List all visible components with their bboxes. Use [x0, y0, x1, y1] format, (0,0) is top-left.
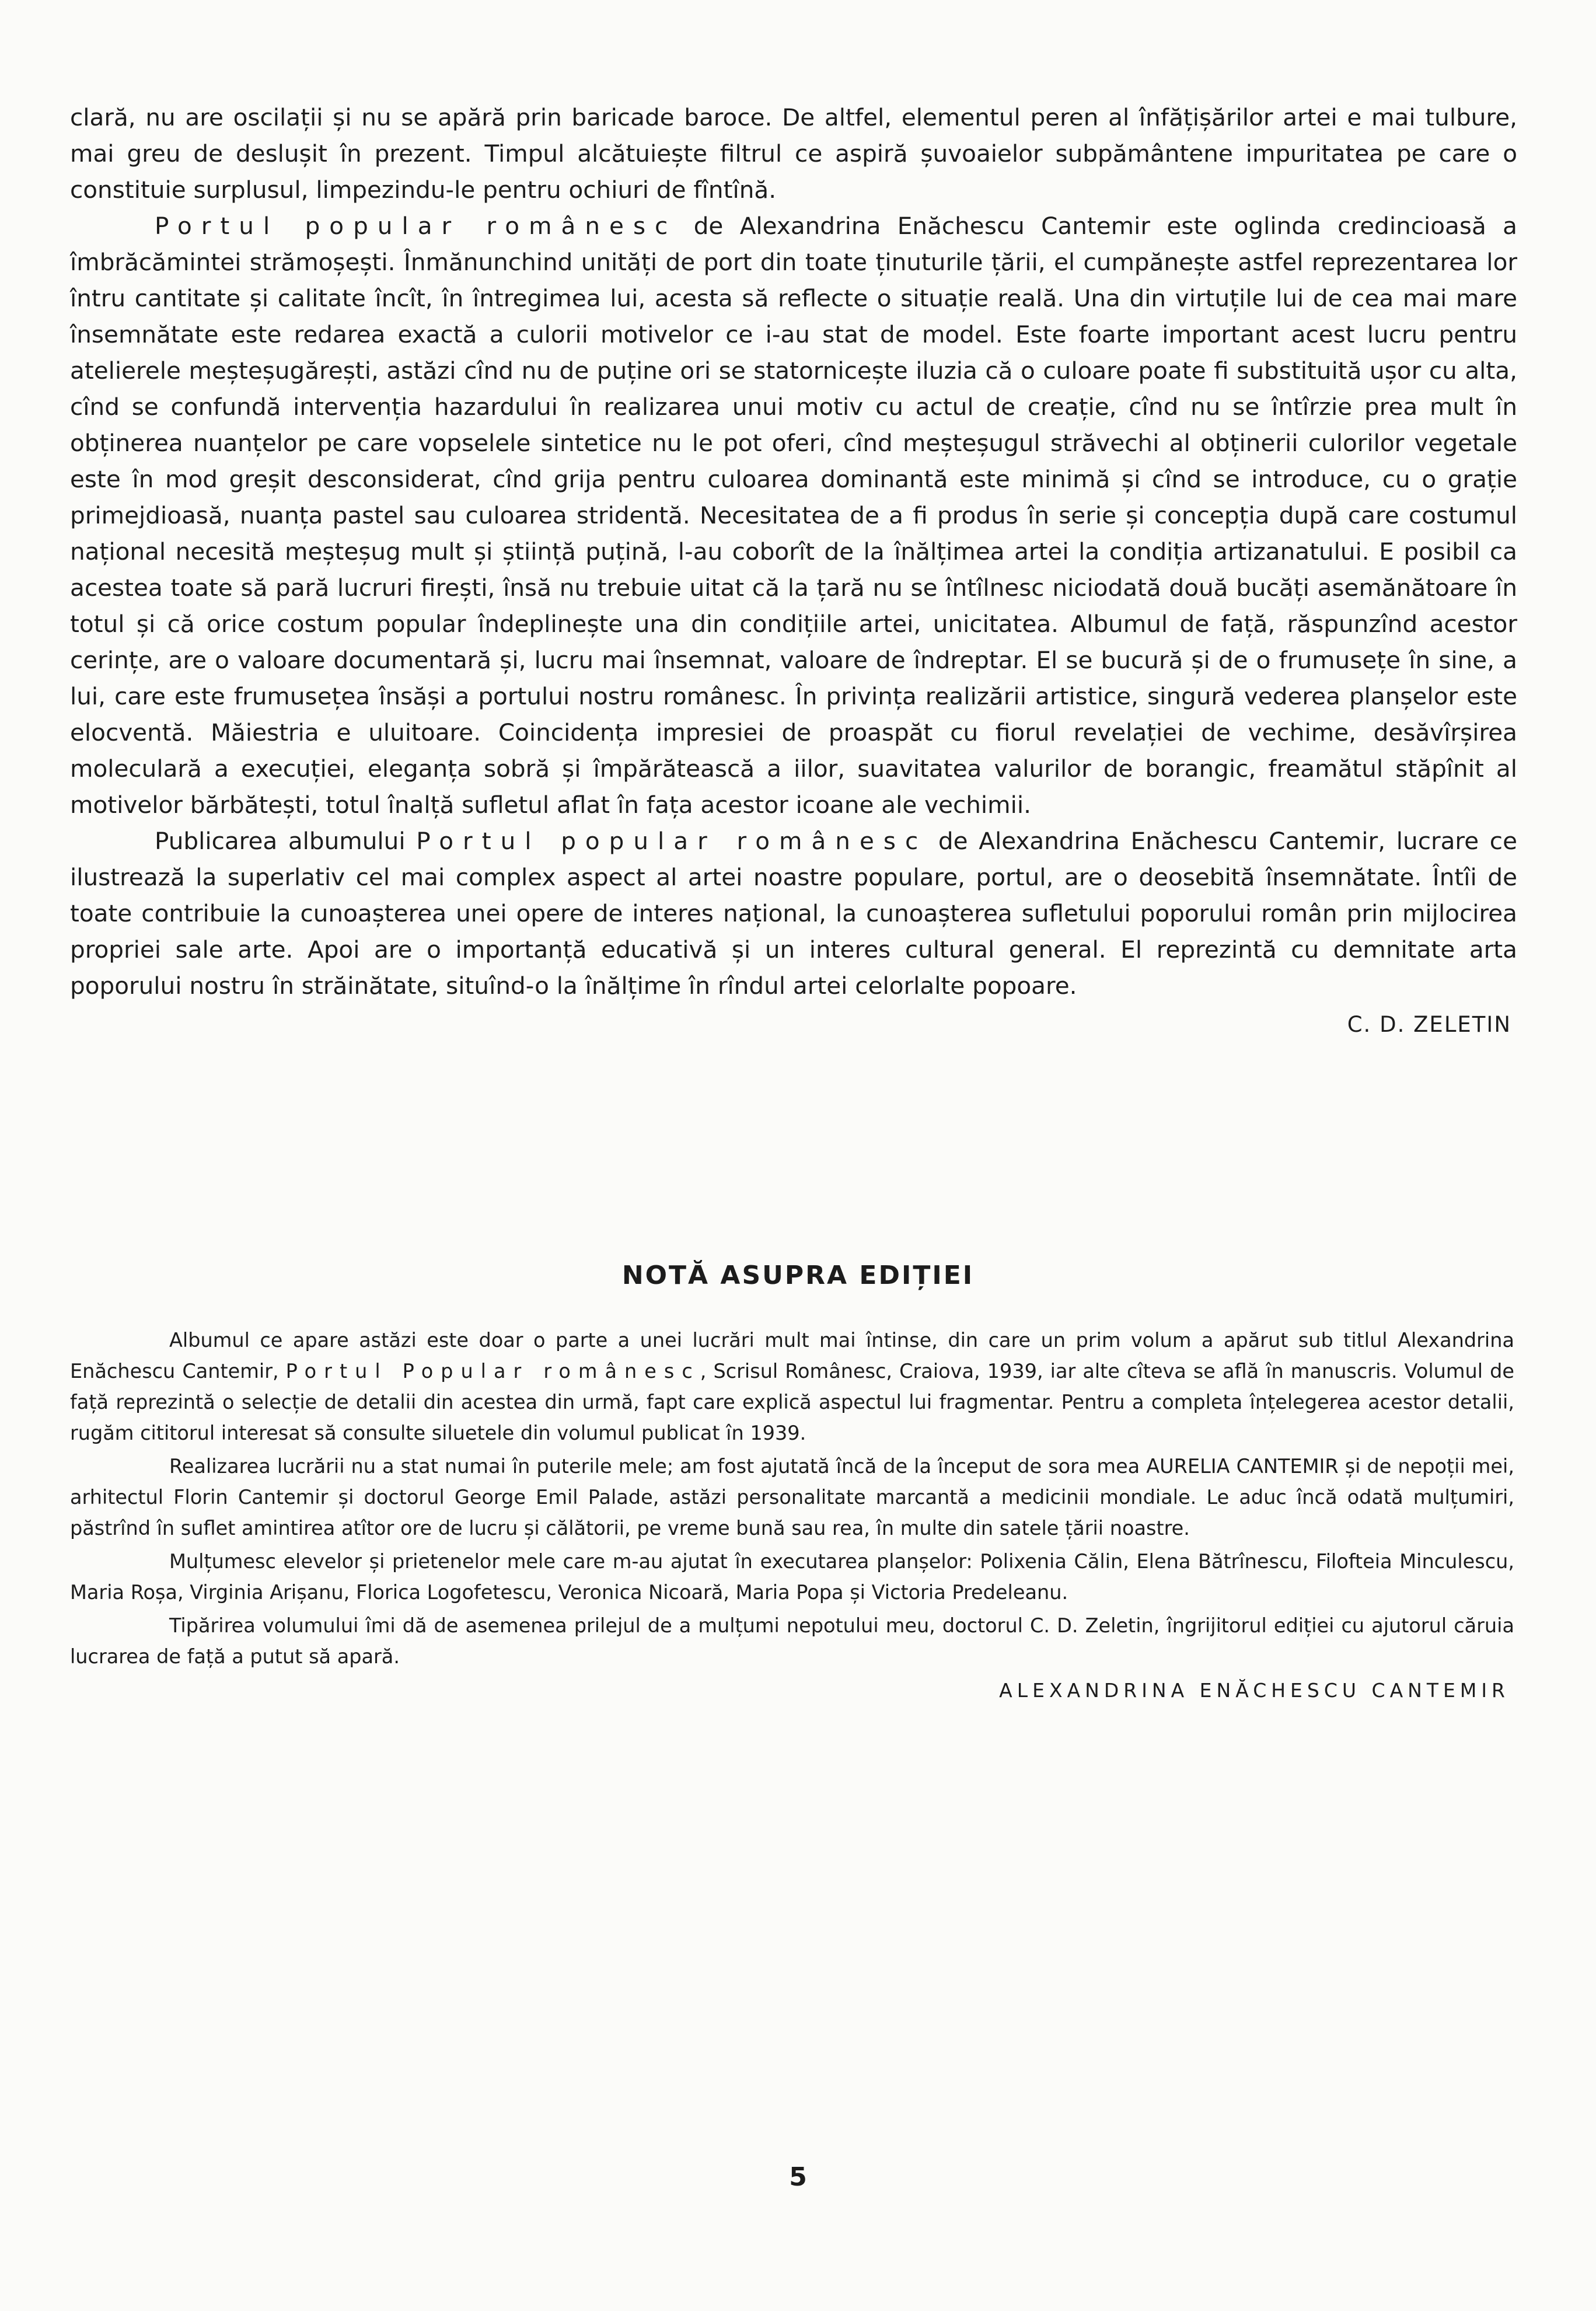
- paragraph-2-text: de Alexandrina Enăchescu Cantemir este oglinda credincioasă a îmbrăcămintei strămoșești. Înmănunchind unități de port din toate ținuturile țării, el cumpănește astfel reprezentarea lor întru cantitate și calitate încît, în întregimea lui, acesta să reflecte o situație reală. Una din virtuțile lui de cea mai mare însemnătate este redarea exactă a culorii motivelor ce i-au stat de model. Este foarte important acest lucru pentru atelierele meșteșugărești, astăzi cînd nu de puține ori se statornicește iluzia că o culoare poate fi substituită ușor cu alta, cînd se confundă intervenția hazardului în realizarea unui motiv cu actul de creație, cînd nu se întîrzie prea mult în obținerea nuanțelor pe care vopselele sintetice nu le pot oferi, cînd meșteșugul străvechi al obținerii culorilor vegetale este în mod greșit desconsiderat, cînd grija pentru culoarea dominantă este minimă și cînd se introduce, cu o grație primejdioasă, nuanța pastel sau culoarea stridentă. Necesitatea de a fi produs în serie și concepția după care costumul național necesită meșteșug mult și știință puțină, l-au coborît de la înălțimea artei la condiția artizanatului. E posibil ca acestea toate să pară lucruri firești, însă nu trebuie uitat că la țară nu se întîlnesc niciodată două bucăți asemănătoare în totul și că orice costum popular îndeplinește una din condițiile artei, unicitatea. Albumul de față, răspunzînd acestor cerințe, are o valoare documentară și, lucru mai însemnat, valoare de îndreptar. El se bucură și de o frumusețe în sine, a lui, care este frumusețea însăși a portului nostru românesc. În privința realizării artistice, singură vederea planșelor este elocventă. Măiestria e uluitoare. Coincidența impresiei de proaspăt cu fiorul revelației de vechime, desăvîrșirea moleculară a execuției, eleganța sobră și împărătească a iilor, suavitatea valurilor de borangic, freamătul stăpînit al motivelor bărbătești, totul înalță sufletul aflat în fața acestor icoane ale vechimii.: [70, 212, 1517, 819]
- note-paragraph-1: [70, 1325, 1514, 1448]
- book-title-spaced: Portul popular românesc: [416, 827, 928, 855]
- note-paragraph-2: Realizarea lucrării nu a stat numai în puterile mele; am fost ajutată încă de la început de sora mea AURELIA CANTEMIR și de nepoții mei, arhitectul Florin Cantemir și doctorul George Emil Palade, astăzi personalitate marcantă a medicinii mondiale. Le aduc încă odată mulțumiri, păstrînd în suflet amintirea atîtor ore de lucru și călătorii, pe vreme bună sau rea, în multe din satele țării noastre.: [70, 1455, 1514, 1539]
- section-title: NOTĂ ASUPRA EDIȚIEI: [621, 1261, 975, 1290]
- note-paragraph-3: Mulțumesc elevelor și prietenelor mele care m-au ajutat în executarea planșelor: Polixenia Călin, Elena Bătrînescu, Filofteia Minculescu, Maria Roșa, Virginia Arișanu, Florica Logofetescu, Veronica Nicoară, Maria Popa și Victoria Predeleanu.: [70, 1550, 1514, 1604]
- paragraph-2: [70, 208, 1517, 823]
- paragraph-3-start: Publicarea albumului: [155, 827, 417, 855]
- paragraph-1: clară, nu are oscilații și nu se apără prin baricade baroce. De altfel, elementul peren al înfățișărilor artei e mai tulbure, mai greu de deslușit în prezent. Timpul alcătuiește filtrul ce aspiră șuvoaielor subpământene impuritatea pe care o constituie surplusul, limpezindu-le pentru ochiuri de fîntînă.: [70, 103, 1517, 204]
- page-number: 5: [789, 2162, 807, 2192]
- edition-note: [70, 1325, 1514, 1702]
- paragraph-3-text: de Alexandrina Enăchescu Cantemir, lucrare ce ilustrează la superlativ cel mai complex aspect al artei noastre populare, portul, are o deosebită însemnătate. Întîi de toate contribuie la cunoașterea unei opere de interes național, la cunoașterea sufletului poporului român prin mijlocirea propriei sale arte. Apoi are o importanță educativă și un interes cultural general. El reprezintă cu demnitate arta poporului nostru în străinătate, situînd-o la înălțime în rîndul artei celorlalte popoare.: [70, 827, 1517, 1000]
- main-article: [70, 99, 1517, 1042]
- paragraph-3: [70, 823, 1517, 1004]
- note-signature: ALEXANDRINA ENĂCHESCU CANTEMIR: [999, 1679, 1510, 1702]
- note-paragraph-1-text: , Scrisul Românesc, Craiova, 1939, iar alte cîteva se află în manuscris. Volumul de față reprezintă o selecție de detalii din acestea din urmă, fapt care explică aspectul lui fragmentar. Pentru a completa înțelegerea acestor detalii, rugăm cititorul interesat să consulte siluetele din volumul publicat în 1939.: [70, 1360, 1514, 1444]
- book-title-spaced: Portul Popular românesc: [285, 1360, 700, 1383]
- note-paragraph-4: Tipărirea volumului îmi dă de asemenea prilejul de a mulțumi nepotului meu, doctorul C. D. Zeletin, îngrijitorul ediției cu ajutorul căruia lucrarea de față a putut să apară.: [70, 1614, 1514, 1668]
- book-title-spaced: Portul popular românesc: [155, 212, 677, 240]
- author-signature: C. D. ZELETIN: [1347, 1012, 1511, 1037]
- note-paragraph-1-start: Albumul ce apare astăzi este doar o parte a unei lucrări mult mai întinse, din care un prim volum a apărut sub titlul Alexandrina Enăchescu Cantemir,: [70, 1329, 1514, 1383]
